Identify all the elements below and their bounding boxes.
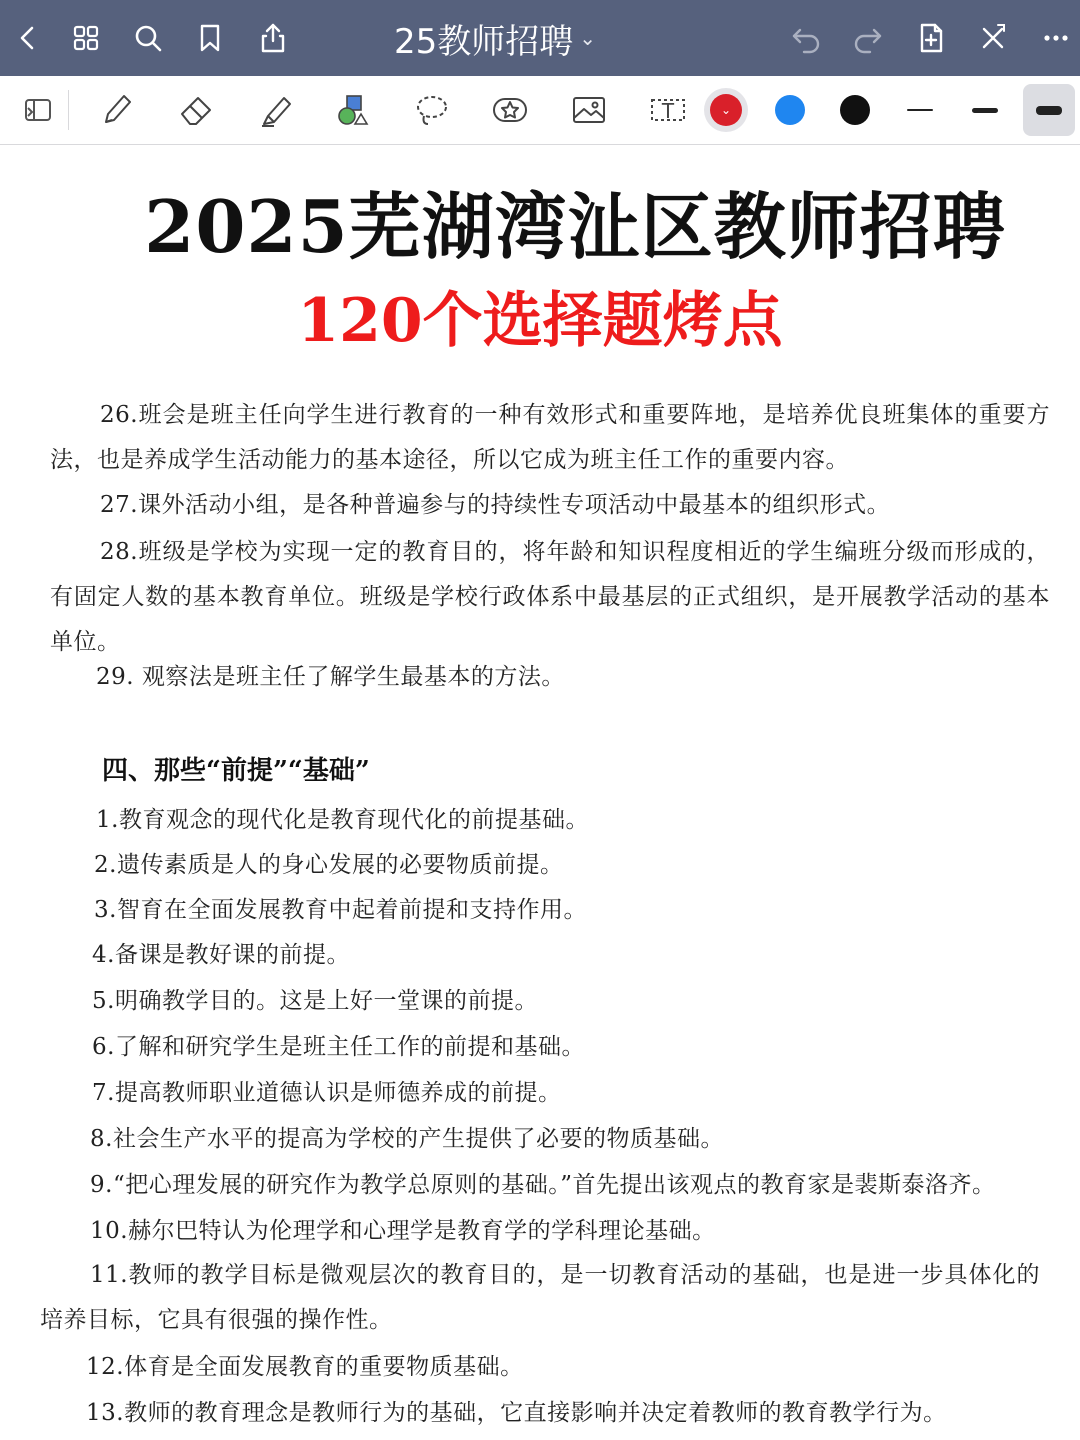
sticker-tool-icon[interactable]: [480, 82, 540, 138]
stroke-medium-button[interactable]: [959, 84, 1011, 136]
text-tool-icon[interactable]: [638, 82, 698, 138]
list-item: 8.社会生产水平的提高为学校的产生提供了必要的物质基础。: [90, 1126, 724, 1152]
stroke-thick-button[interactable]: [1023, 84, 1075, 136]
redo-icon[interactable]: [840, 0, 896, 76]
document-title-menu[interactable]: [340, 0, 650, 76]
list-item: 28.班级是学校为实现一定的教育目的，将年龄和知识程度相近的学生编班分级而形成的，有固定人数的基本教育单位。班级是学校行政体系中最基层的正式组织，是开展教学活动的基本单位。: [50, 539, 1050, 655]
top-nav-bar: [0, 0, 1080, 76]
page-subtitle: 120个选择题烤点: [297, 286, 783, 356]
list-item: 4.备课是教好课的前提。: [92, 942, 350, 968]
grid-view-icon[interactable]: [58, 0, 114, 76]
bookmark-icon[interactable]: [182, 0, 238, 76]
eraser-tool-icon[interactable]: [166, 82, 226, 138]
page-title: 2025芜湖湾沚区教师招聘: [144, 184, 1006, 269]
chevron-down-icon: ⌄: [579, 26, 597, 50]
shapes-tool-icon[interactable]: [323, 82, 383, 138]
back-chevron-icon[interactable]: [0, 0, 56, 76]
annotation-toolbar: [0, 76, 1080, 145]
list-item: 7.提高教师职业道德认识是师德养成的前提。: [92, 1080, 562, 1106]
close-markup-icon[interactable]: [965, 0, 1021, 76]
highlighter-tool-icon[interactable]: [246, 82, 306, 138]
image-tool-icon[interactable]: [559, 82, 619, 138]
add-page-icon[interactable]: [903, 0, 959, 76]
share-icon[interactable]: [245, 0, 301, 76]
list-item: 3.智育在全面发展教育中起着前提和支持作用。: [94, 897, 587, 923]
more-options-icon[interactable]: [1028, 0, 1080, 76]
lasso-tool-icon[interactable]: [402, 82, 462, 138]
list-item: 27.课外活动小组，是各种普遍参与的持续性专项活动中最基本的组织形式。: [100, 492, 891, 518]
list-item: 12.体育是全面发展教育的重要物质基础。: [86, 1354, 524, 1380]
document-title: 25教师招聘: [393, 21, 574, 62]
color-black-swatch[interactable]: [825, 82, 885, 138]
list-item: 10.赫尔巴特认为伦理学和心理学是教育学的学科理论基础。: [90, 1218, 716, 1244]
color-blue-swatch[interactable]: [760, 82, 820, 138]
selected-chevron-icon: ⌄: [710, 94, 742, 126]
list-item: 6.了解和研究学生是班主任工作的前提和基础。: [92, 1034, 585, 1060]
search-icon[interactable]: [120, 0, 176, 76]
list-item: 9.“把心理发展的研究作为教学总原则的基础。”首先提出该观点的教育家是裴斯泰洛齐。: [90, 1172, 996, 1198]
document-page: [0, 145, 1080, 1440]
text-tool-glyph: T: [661, 99, 675, 123]
list-item: 26.班会是班主任向学生进行教育的一种有效形式和重要阵地，是培养优良班集体的重要方法，也是养成学生活动能力的基本途径，所以它成为班主任工作的重要内容。: [50, 402, 1050, 473]
list-item: 29. 观察法是班主任了解学生最基本的方法。: [96, 664, 565, 690]
section-heading: 四、那些“前提”“基础”: [102, 756, 370, 786]
list-item: 5.明确教学目的。这是上好一堂课的前提。: [92, 988, 538, 1014]
undo-icon[interactable]: [778, 0, 834, 76]
list-item: 1.教育观念的现代化是教育现代化的前提基础。: [96, 807, 589, 833]
toolbar-divider: [68, 90, 69, 130]
list-item: 13.教师的教育理念是教师行为的基础，它直接影响并决定着教师的教育教学行为。: [86, 1400, 947, 1426]
list-item: 2.遗传素质是人的身心发展的必要物质前提。: [94, 852, 564, 878]
list-item: 11.教师的教学目标是微观层次的教育目的，是一切教育活动的基础，也是进一步具体化的培养目标，它具有很强的操作性。: [40, 1262, 1040, 1333]
stroke-thin-button[interactable]: [894, 84, 946, 136]
color-red-swatch[interactable]: [696, 82, 756, 138]
toggle-toolbar-icon[interactable]: [8, 82, 68, 138]
pen-tool-icon[interactable]: [86, 82, 146, 138]
